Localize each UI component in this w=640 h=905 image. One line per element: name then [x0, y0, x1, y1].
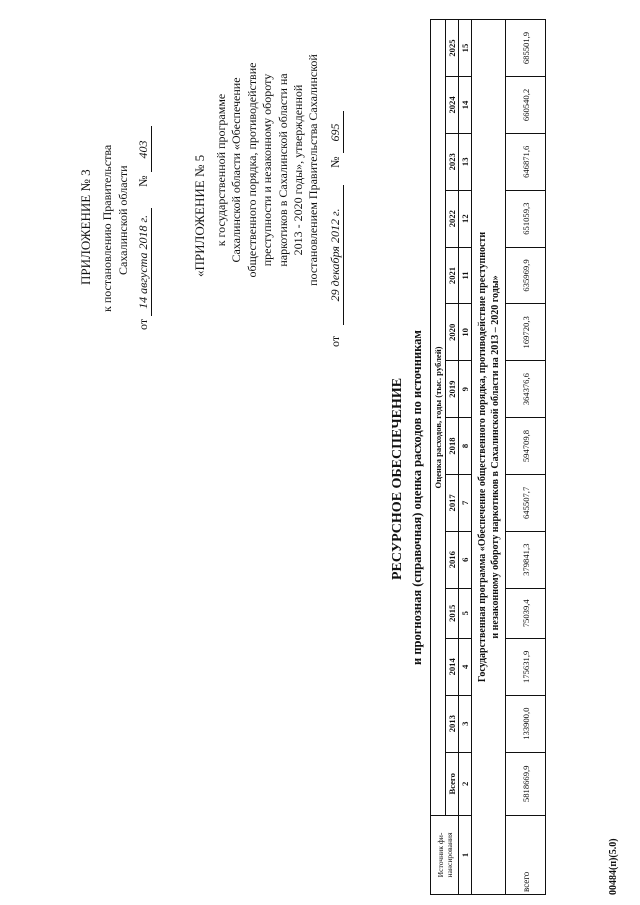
table-cell: 75039,4	[506, 588, 546, 638]
appendix-5-line: преступности и незаконному обороту	[260, 73, 275, 267]
table-cell: 5818669,9	[506, 752, 546, 815]
table-cell: 660540,2	[506, 77, 546, 134]
appendix-5-title: «ПРИЛОЖЕНИЕ № 5	[192, 154, 207, 277]
heading-title: РЕСУРСНОЕ ОБЕСПЕЧЕНИЕ	[390, 377, 405, 580]
col-number: 1	[459, 816, 472, 895]
col-number: 5	[459, 588, 472, 638]
col-number: 10	[459, 304, 472, 361]
col-header-total: Всего	[446, 752, 459, 815]
appendix-3-from-label: от	[136, 318, 150, 330]
table-cell: 645507,7	[506, 474, 546, 531]
program-title-line1: Государственная программа «Обеспечение общественного порядка, противодействие преступности	[476, 231, 488, 683]
table-cell: 133900,0	[506, 695, 546, 752]
estimate-header: Оценка расходов, годы (тыс. рублей)	[431, 20, 446, 816]
col-number: 12	[459, 190, 472, 247]
col-header-year: 2016	[446, 531, 459, 588]
col-number: 3	[459, 695, 472, 752]
footer-code: 00484(п)(5.0)	[608, 838, 619, 895]
appendix-3-line1: к постановлению Правительства	[100, 144, 114, 312]
appendix-3-line2: Сахалинской области	[116, 165, 130, 275]
table-cell: 685501,9	[506, 20, 546, 77]
col-number: 14	[459, 77, 472, 134]
heading-subtitle: и прогнозная (справочная) оценка расходов по источникам	[410, 330, 424, 665]
source-header: Источник фи-нансирования	[431, 816, 459, 895]
col-header-year: 2014	[446, 638, 459, 695]
row-label: всего	[506, 816, 546, 895]
appendix-5-number: 695	[328, 111, 344, 153]
program-title-cell	[472, 20, 506, 895]
program-title-line2: и незаконному обороту наркотиков в Сахалинской области на 2013 – 2020 годы»	[489, 275, 501, 639]
table-header-row	[431, 20, 446, 895]
table-years-row	[446, 20, 459, 895]
appendix-5-date-line	[328, 111, 344, 347]
appendix-5-date: 29 декабря 2012 г.	[328, 185, 344, 325]
table-cell: 379841,3	[506, 531, 546, 588]
col-header-year: 2015	[446, 588, 459, 638]
col-header-year: 2025	[446, 20, 459, 77]
col-number: 2	[459, 752, 472, 815]
table-cell: 364376,6	[506, 361, 546, 418]
appendix-5-line: наркотиков в Сахалинской области на	[275, 73, 290, 267]
table-row	[506, 20, 546, 895]
appendix-5-text	[214, 5, 322, 335]
table-cell: 175631,9	[506, 638, 546, 695]
col-number: 4	[459, 638, 472, 695]
col-header-year: 2020	[446, 304, 459, 361]
col-number: 9	[459, 361, 472, 418]
table-program-row	[472, 20, 506, 895]
appendix-5-line: общественного порядка, противодействие	[244, 62, 259, 278]
col-number: 11	[459, 247, 472, 304]
col-number: 15	[459, 20, 472, 77]
col-header-year: 2023	[446, 133, 459, 190]
appendix-5-from-label: от	[328, 335, 342, 347]
appendix-3-number: 403	[136, 126, 152, 172]
col-number: 6	[459, 531, 472, 588]
appendix-5-line: 2013 - 2020 годы», утвержденной	[291, 84, 306, 256]
col-number: 7	[459, 474, 472, 531]
table-cell: 635969,9	[506, 247, 546, 304]
table-colnum-row	[459, 20, 472, 895]
col-header-year: 2019	[446, 361, 459, 418]
appendix-3-number-label: №	[136, 175, 150, 187]
col-number: 8	[459, 418, 472, 475]
appendix-3-title: ПРИЛОЖЕНИЕ № 3	[78, 169, 93, 285]
col-header-year: 2024	[446, 77, 459, 134]
col-header-year: 2013	[446, 695, 459, 752]
appendix-5-line: постановлением Правительства Сахалинской	[306, 54, 321, 286]
table-cell: 646871,6	[506, 133, 546, 190]
resource-table	[430, 19, 546, 895]
appendix-3-date-line	[136, 126, 152, 330]
appendix-5-line: к государственной программе	[214, 93, 228, 247]
table-cell: 594709,8	[506, 418, 546, 475]
col-header-year: 2022	[446, 190, 459, 247]
appendix-5-number-label: №	[328, 156, 342, 168]
table-cell: 169720,3	[506, 304, 546, 361]
table-cell: 651059,3	[506, 190, 546, 247]
col-header-year: 2021	[446, 247, 459, 304]
col-header-year: 2017	[446, 474, 459, 531]
col-number: 13	[459, 133, 472, 190]
col-header-year: 2018	[446, 418, 459, 475]
appendix-3-date: 14 августа 2018 г.	[136, 208, 152, 316]
appendix-5-line: Сахалинской области «Обеспечение	[229, 77, 244, 263]
